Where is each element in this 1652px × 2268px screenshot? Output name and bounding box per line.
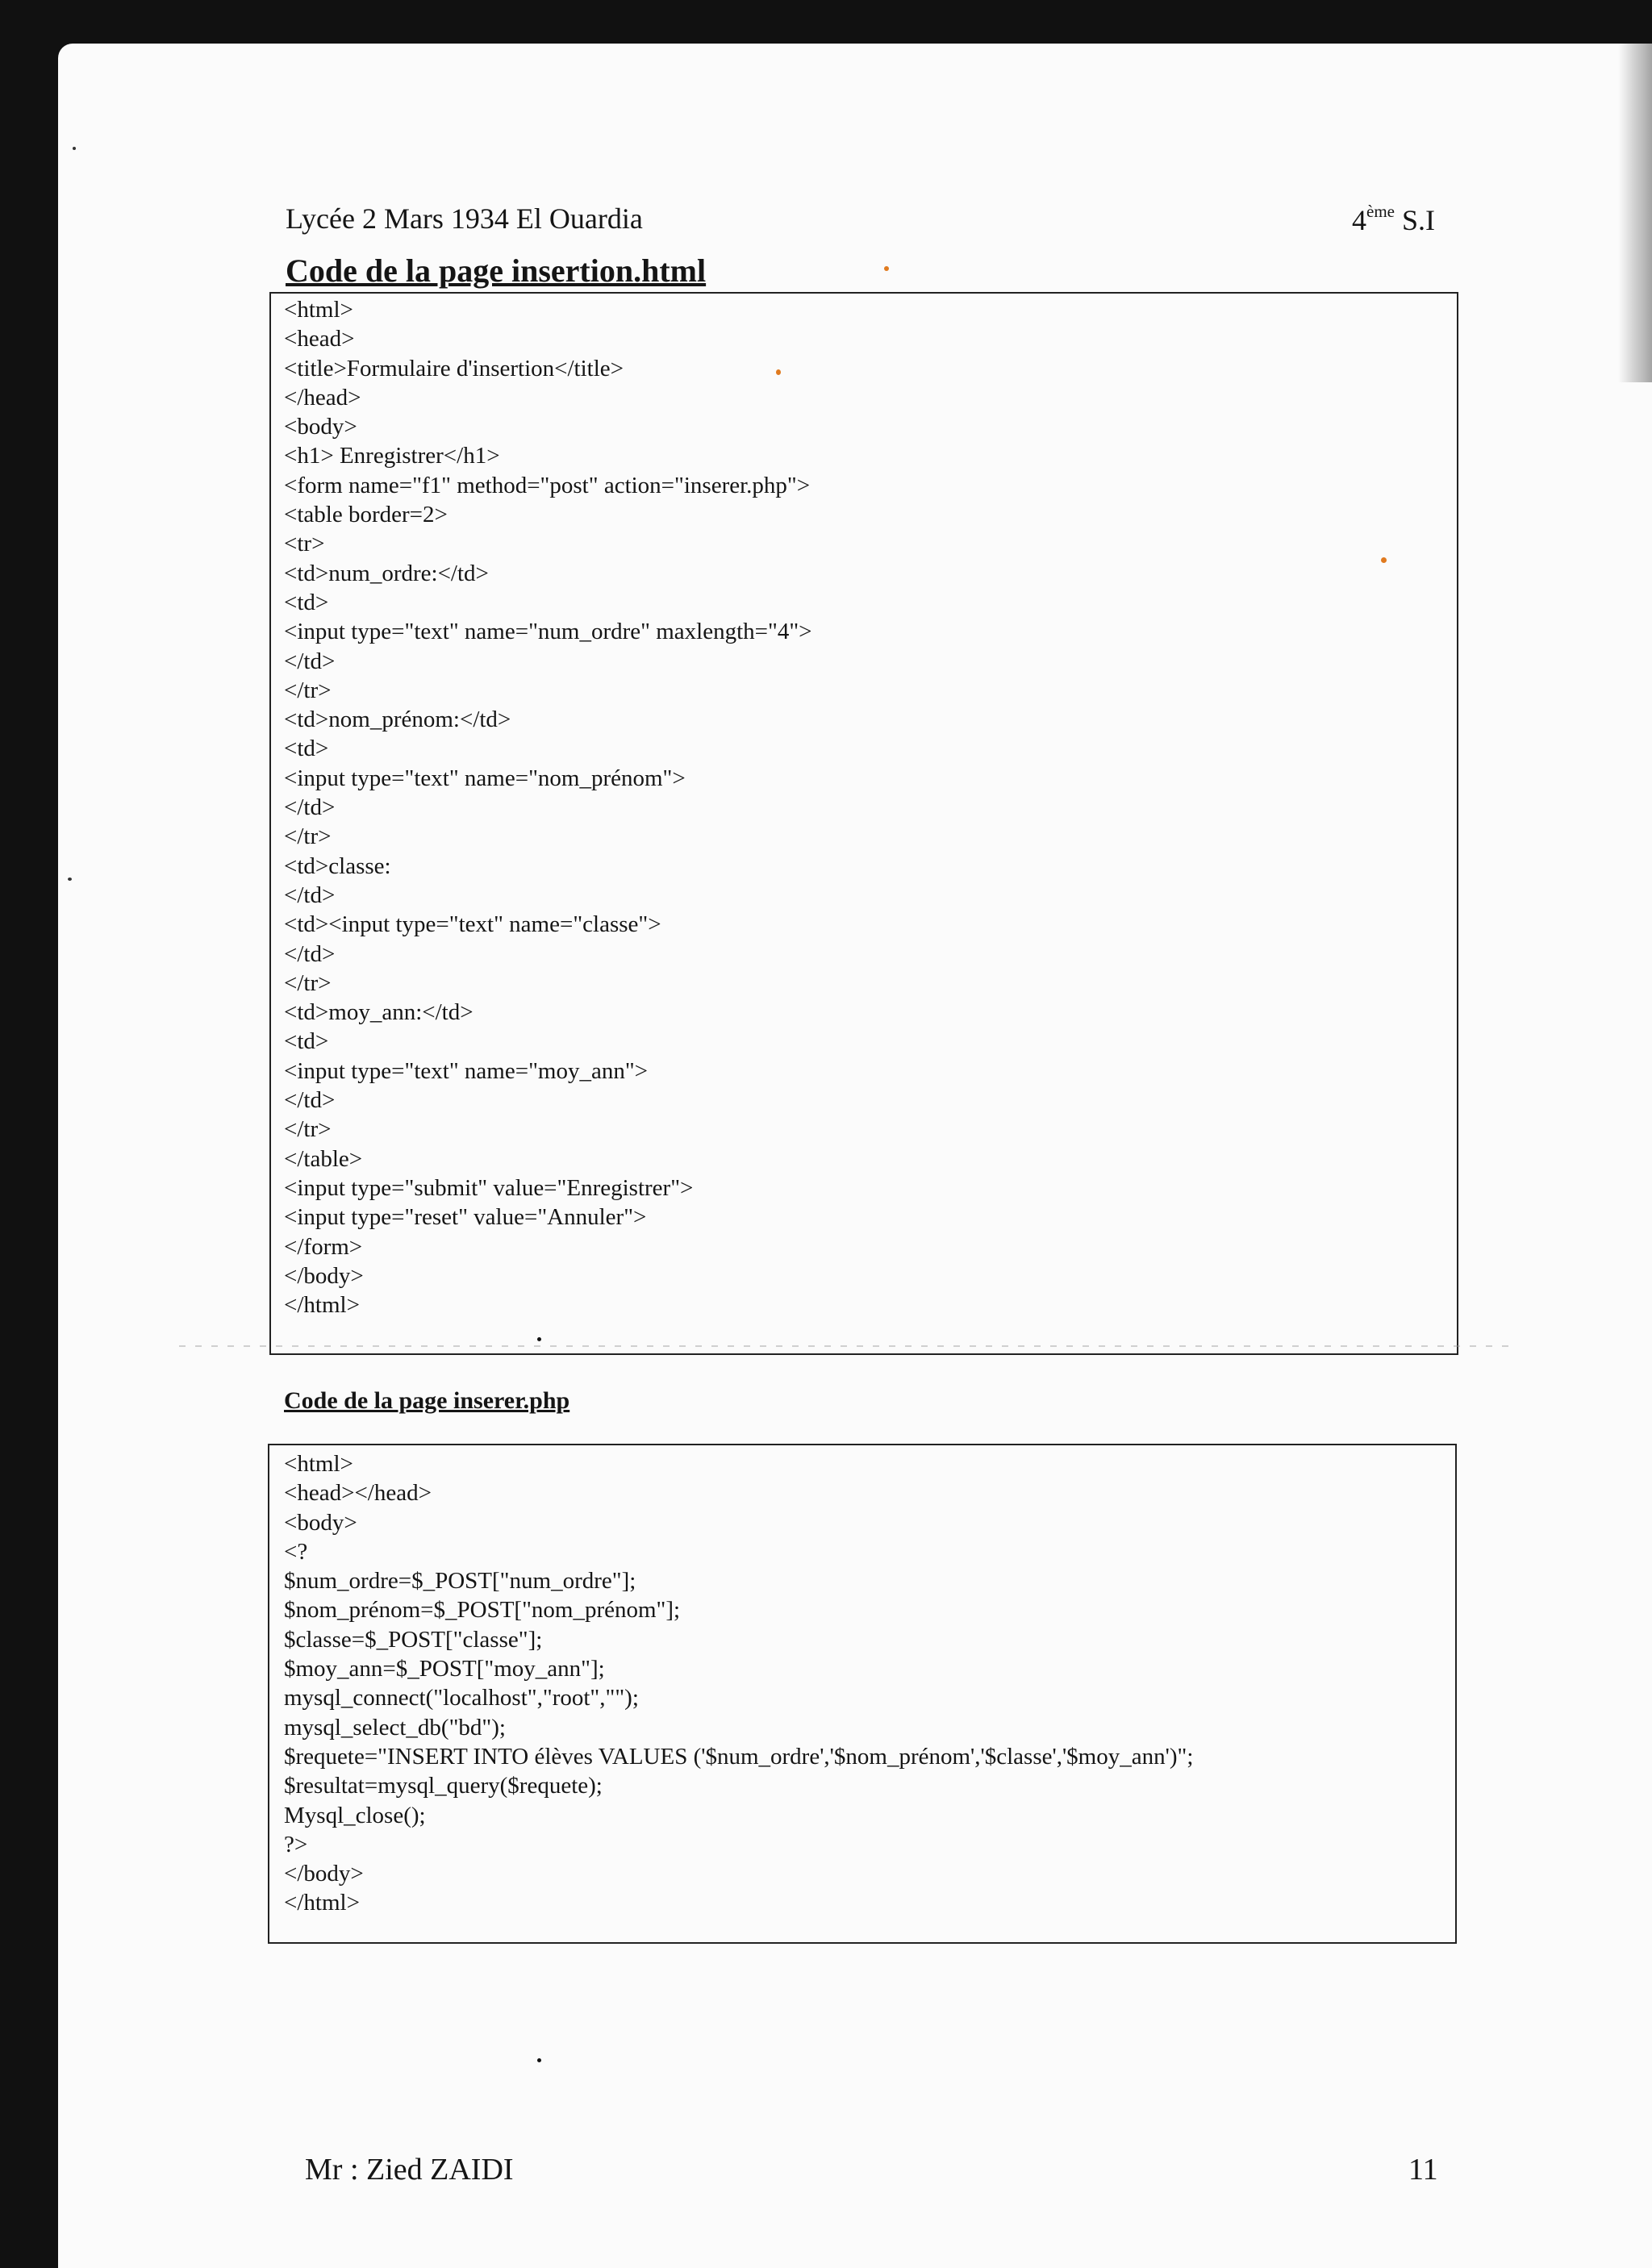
school-name: Lycée 2 Mars 1934 El Ouardia [286,202,643,235]
section-title-insertion-html: Code de la page insertion.html [286,252,707,289]
scan-edge-shadow [1618,44,1652,382]
code-line: <head></head> [284,1480,432,1507]
section-title-inserer-php: Code de la page inserer.php [284,1387,570,1414]
code-line: </tr> [284,969,332,996]
code-line: <html> [284,297,353,323]
class-superscript: ème [1366,202,1395,221]
code-line: <td>classe: [284,853,391,879]
scan-noise-line [179,1345,1518,1347]
code-line: <table border=2> [284,502,448,528]
code-line: $requete="INSERT INTO élèves VALUES ('$num_ordre','$nom_prénom','$classe','$moy_ann')"; [284,1743,1194,1770]
code-line: </td> [284,1087,336,1114]
code-line: <td><input type="text" name="classe"> [284,911,661,938]
code-line: <head> [284,326,355,352]
code-line: </td> [284,882,336,908]
code-line: <td> [284,1028,329,1055]
code-line: <? [284,1538,308,1565]
class-number: 4 [1352,204,1366,236]
scan-speck [884,266,889,271]
code-line: <td>nom_prénom:</td> [284,707,511,733]
code-line: ?> [284,1831,308,1857]
code-line: $resultat=mysql_query($requete); [284,1773,603,1799]
code-line: <title>Formulaire d'insertion</title> [284,355,624,381]
code-line: </html> [284,1890,360,1916]
code-line: <body> [284,1509,357,1536]
code-box-inserer-php [268,1444,1457,1944]
code-line: <input type="text" name="num_ordre" maxlength="4"> [284,619,812,645]
code-line: mysql_connect("localhost","root",""); [284,1685,639,1711]
code-line: <td> [284,736,329,762]
code-line: </form> [284,1233,363,1260]
code-line: </td> [284,794,336,821]
scan-speck [537,2058,541,2062]
scan-speck [537,1337,541,1341]
code-line: </table> [284,1145,363,1172]
code-line: <td>moy_ann:</td> [284,999,473,1026]
code-line: $classe=$_POST["classe"]; [284,1626,543,1653]
code-box-insertion-html [269,292,1458,1355]
code-line: </body> [284,1262,364,1289]
code-line: $nom_prénom=$_POST["nom_prénom"]; [284,1597,681,1624]
code-line: <input type="text" name="moy_ann"> [284,1057,649,1084]
author-footer: Mr : Zied ZAIDI [305,2153,514,2187]
code-line: </html> [284,1292,360,1319]
code-line: <td> [284,589,329,615]
code-line: mysql_select_db("bd"); [284,1714,506,1741]
code-line: </head> [284,384,361,411]
class-suffix: S.I [1394,204,1435,236]
code-line: </td> [284,940,336,967]
code-line: <form name="f1" method="post" action="inserer.php"> [284,472,811,498]
code-line: <body> [284,414,357,440]
code-line: </tr> [284,677,332,703]
code-line: <html> [284,1451,353,1477]
page-number: 11 [1408,2153,1438,2187]
code-line: </body> [284,1861,364,1887]
code-line: <input type="submit" value="Enregistrer"> [284,1174,694,1201]
code-line: </td> [284,648,336,674]
code-line: </tr> [284,1116,332,1143]
code-line: <td>num_ordre:</td> [284,560,489,586]
code-line: <h1> Enregistrer</h1> [284,443,500,469]
scan-speck [73,147,76,150]
scan-speck [1381,557,1387,563]
code-line: <input type="reset" value="Annuler"> [284,1204,647,1231]
scan-speck [68,878,72,881]
code-line: <tr> [284,531,325,557]
class-level [1352,202,1435,237]
scan-speck [776,369,781,375]
code-line: <input type="text" name="nom_prénom"> [284,765,686,791]
code-line: $moy_ann=$_POST["moy_ann"]; [284,1656,605,1682]
scanned-page [58,44,1652,2268]
code-line: $num_ordre=$_POST["num_ordre"]; [284,1568,636,1595]
code-line: </tr> [284,823,332,850]
code-line: Mysql_close(); [284,1802,426,1828]
